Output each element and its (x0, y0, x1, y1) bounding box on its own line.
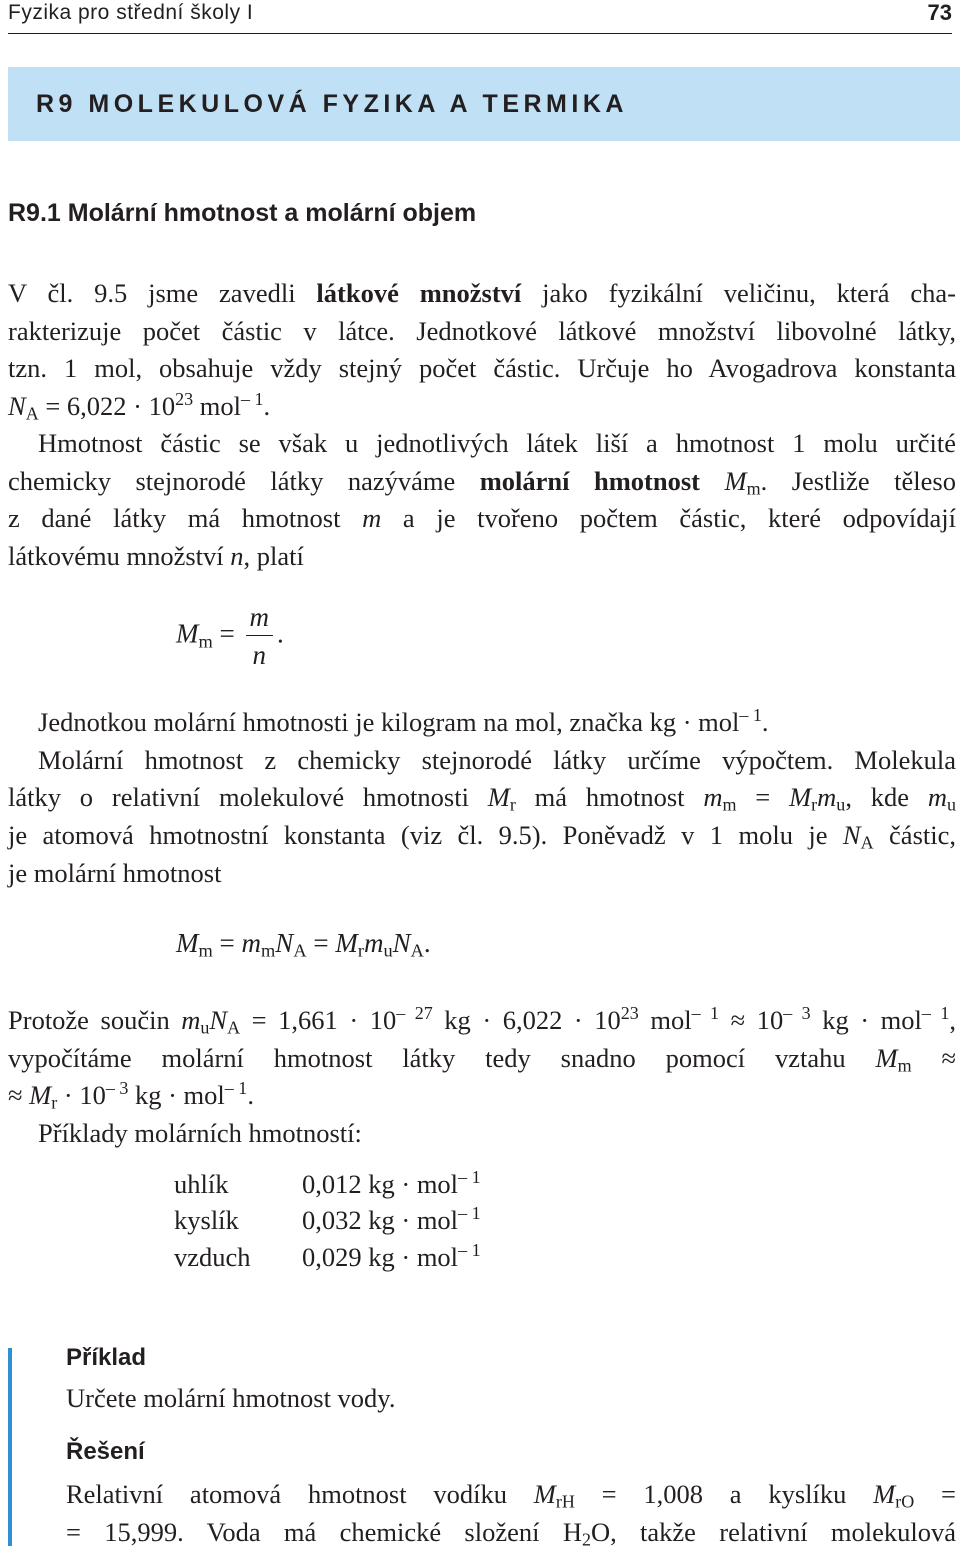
text-line: chemicky stejnorodé látky nazýváme molární hmotnost $M_m$. Jestliže těleso (8, 465, 956, 499)
substance-name: uhlík (174, 1168, 229, 1199)
example-task: Určete molární hmotnost vody. (66, 1383, 396, 1413)
substance-value: 0,012 kg · mol$^{- 1}$ (302, 1166, 481, 1199)
text-line: Molární hmotnost z chemicky stejnorodé látky určíme výpočtem. Molekula (38, 744, 956, 775)
table-row (174, 1166, 481, 1203)
text-line: látkovému množství n, platí (8, 541, 304, 572)
paragraph-intro (8, 275, 956, 426)
text-line: Protože součin $m_uN_A = 1,661 \cdot 10^{- 27}$ kg · $6,022 \cdot 10^{23}$ $mol^{- 1} \approx 10^{- 3}$ kg · mol$^{- 1}$, (8, 1003, 956, 1038)
formula-molar-mass: $M_m$ = $\frac{m}{n}$ . (176, 602, 284, 670)
text-line: rakterizuje počet částic v látce. Jednotkové látkové množství libovolné látky, (8, 315, 956, 346)
text-line: Jednotkou molární hmotnosti je kilogram na mol, značka kg · mol$^{- 1}$. (38, 705, 769, 737)
solution-heading: Řešení (66, 1438, 145, 1465)
molar-mass-examples-table (174, 1166, 481, 1276)
solution-text (66, 1476, 956, 1551)
substance-name: vzduch (174, 1241, 251, 1272)
text-line: = 15,999. Voda má chemické složení $H_2O$, takže relativní molekulová (66, 1516, 956, 1550)
text-line: tzn. 1 mol, obsahuje vždy stejný počet částic. Určuje ho Avogadrova konstanta (8, 353, 956, 384)
section-title: R9.1 Molární hmotnost a molární objem (8, 199, 477, 227)
example-accent-bar (8, 1348, 12, 1546)
text-line: ≈ $M_r \cdot 10^{- 3}$ kg · mol$^{- 1}$. (8, 1078, 254, 1113)
header-rule (8, 33, 952, 34)
table-row (174, 1203, 481, 1240)
substance-value: 0,029 kg · mol$^{- 1}$ (302, 1239, 481, 1272)
text-line: je atomová hmotnostní konstanta (viz čl. 9.5). Poněvadž v 1 molu je $N_A$ částic, (8, 820, 956, 853)
paragraph-unit (8, 704, 956, 893)
example-heading: Příklad (66, 1344, 147, 1371)
avogadro-formula: $N_A = 6,022 \cdot 10^{23}$ mol$^{- 1}$. (8, 389, 271, 424)
text-line: vypočítáme molární hmotnost látky tedy snadno pomocí vztahu $M_m$ ≈ (8, 1042, 956, 1076)
examples-intro: Příklady molárních hmotností: (38, 1118, 362, 1149)
text-line: látky o relativní molekulové hmotnosti $M_r$ má hmotnost $m_m = M_rm_u$, kde $m_u$ (8, 782, 956, 815)
term-bold: látkové množství (316, 278, 522, 308)
text-line: Relativní atomová hmotnost vodíku $M_{rH} = 1,008$ a kyslíku $M_{rO}$ = (66, 1479, 956, 1512)
paragraph-molar-mass (8, 425, 956, 576)
text-line: V čl. 9.5 jsme zavedli látkové množství jako fyzikální veličinu, která cha- (8, 278, 956, 308)
fraction: $\frac{m}{n}$ (246, 602, 274, 671)
chapter-title: R9 MOLEKULOVÁ FYZIKA A TERMIKA (36, 90, 628, 118)
text-line: je molární hmotnost (8, 857, 222, 888)
running-header (8, 0, 952, 30)
table-row (174, 1239, 481, 1276)
text-line: Hmotnost částic se však u jednotlivých látek liší a hmotnost 1 molu určité (38, 428, 956, 458)
book-title: Fyzika pro střední školy I (8, 1, 254, 24)
substance-name: kyslík (174, 1205, 239, 1236)
text-line: z dané látky má hmotnost m a je tvořeno počtem částic, které odpovídají (8, 503, 956, 534)
substance-value: 0,032 kg · mol$^{- 1}$ (302, 1203, 481, 1236)
term-bold: molární hmotnost (479, 465, 701, 496)
page-number: 73 (927, 0, 952, 25)
paragraph-approximation (8, 1002, 956, 1153)
formula-molar-mass-expansion: $M_m = m_mN_A = M_rm_uN_A$. (176, 928, 431, 961)
chapter-band (8, 67, 960, 141)
